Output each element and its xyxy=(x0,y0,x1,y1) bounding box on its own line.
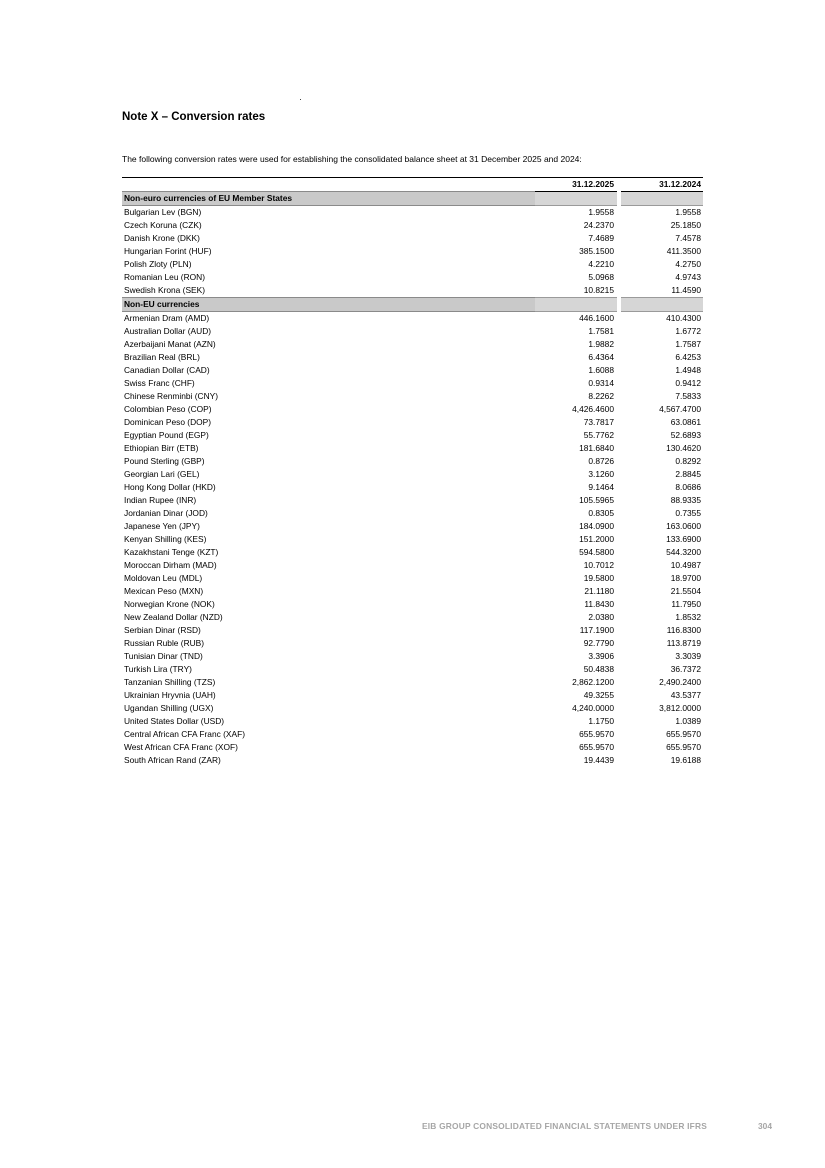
currency-name: Kazakhstani Tenge (KZT) xyxy=(124,547,219,557)
currency-name: Swiss Franc (CHF) xyxy=(124,378,195,388)
conversion-rates-table xyxy=(122,177,703,767)
table-row xyxy=(122,364,703,377)
table-row xyxy=(122,455,703,468)
table-row xyxy=(122,494,703,507)
rate-2024: 1.7587 xyxy=(675,339,701,349)
section-header-row xyxy=(122,298,703,312)
rate-2025: 4,240.0000 xyxy=(572,703,614,713)
table-row xyxy=(122,598,703,611)
rate-2025: 117.1900 xyxy=(579,625,614,635)
currency-name: Georgian Lari (GEL) xyxy=(124,469,200,479)
currency-name: Central African CFA Franc (XAF) xyxy=(124,729,246,739)
rate-2025: 0.8726 xyxy=(588,456,614,466)
table-row xyxy=(122,390,703,403)
stray-mark xyxy=(300,99,301,100)
currency-name: Azerbaijani Manat (AZN) xyxy=(124,339,216,349)
rate-2024: 544.3200 xyxy=(666,547,701,557)
rate-2024: 0.7355 xyxy=(675,508,701,518)
rate-2025: 105.5965 xyxy=(579,495,614,505)
rate-2025: 3.1260 xyxy=(588,469,614,479)
rate-2025: 7.4689 xyxy=(588,233,614,243)
table-row xyxy=(122,258,703,271)
rate-2025: 8.2262 xyxy=(588,391,614,401)
rate-2025: 2,862.1200 xyxy=(572,677,614,687)
rate-2024: 21.5504 xyxy=(670,586,701,596)
currency-name: Chinese Renminbi (CNY) xyxy=(124,391,219,401)
rate-2025: 1.9558 xyxy=(588,207,614,217)
table-row xyxy=(122,572,703,585)
rate-2024: 4.9743 xyxy=(675,272,701,282)
currency-name: Ukrainian Hryvnia (UAH) xyxy=(124,690,216,700)
footer-text: EIB GROUP CONSOLIDATED FINANCIAL STATEMENTS UNDER IFRS xyxy=(421,1121,707,1131)
currency-name: Romanian Leu (RON) xyxy=(124,272,205,282)
table-row xyxy=(122,689,703,702)
currency-name: Pound Sterling (GBP) xyxy=(124,456,205,466)
currency-name: Colombian Peso (COP) xyxy=(124,404,212,414)
rate-2024: 25.1850 xyxy=(670,220,701,230)
page-title: Note X – Conversion rates xyxy=(122,111,266,123)
table-row xyxy=(122,232,703,245)
table-row xyxy=(122,468,703,481)
rate-2024: 0.9412 xyxy=(675,378,701,388)
rate-2024: 36.7372 xyxy=(670,664,701,674)
rate-2024: 2,490.2400 xyxy=(659,677,701,687)
rate-2024: 410.4300 xyxy=(666,313,701,323)
currency-name: Turkish Lira (TRY) xyxy=(124,664,192,674)
table-row xyxy=(122,754,703,767)
rate-2024: 1.9558 xyxy=(675,207,701,217)
page-number: 304 xyxy=(758,1121,772,1131)
rate-2025: 0.9314 xyxy=(588,378,614,388)
table-row xyxy=(122,546,703,559)
currency-name: Mexican Peso (MXN) xyxy=(124,586,204,596)
currency-name: Australian Dollar (AUD) xyxy=(124,326,212,336)
rate-2024: 113.8719 xyxy=(666,638,701,648)
rate-2024: 116.8300 xyxy=(666,625,701,635)
rate-2025: 4.2210 xyxy=(588,259,614,269)
table-row xyxy=(122,271,703,284)
rate-2025: 55.7762 xyxy=(583,430,614,440)
table-header-row xyxy=(122,178,703,192)
table-row xyxy=(122,442,703,455)
rate-2025: 21.1180 xyxy=(584,586,614,596)
rate-2025: 19.4439 xyxy=(583,755,614,765)
currency-name: West African CFA Franc (XOF) xyxy=(124,742,238,752)
table-row xyxy=(122,206,703,220)
rate-2024: 63.0861 xyxy=(670,417,701,427)
table-row xyxy=(122,312,703,326)
table-row xyxy=(122,663,703,676)
rate-2025: 184.0900 xyxy=(579,521,614,531)
table-row xyxy=(122,403,703,416)
rate-2025: 11.8430 xyxy=(584,599,614,609)
currency-name: Russian Ruble (RUB) xyxy=(124,638,205,648)
rate-2024: 1.6772 xyxy=(675,326,701,336)
currency-name: Brazilian Real (BRL) xyxy=(124,352,200,362)
currency-name: Tanzanian Shilling (TZS) xyxy=(124,677,216,687)
currency-name: Ugandan Shilling (UGX) xyxy=(124,703,214,713)
rate-2024: 19.6188 xyxy=(670,755,701,765)
table-row xyxy=(122,377,703,390)
rate-2025: 1.1750 xyxy=(588,716,614,726)
rate-2025: 73.7817 xyxy=(583,417,614,427)
rate-2024: 18.9700 xyxy=(670,573,701,583)
table-row xyxy=(122,219,703,232)
section-fill-2024 xyxy=(621,298,703,312)
rate-2024: 52.6893 xyxy=(670,430,701,440)
rate-2025: 655.9570 xyxy=(579,742,614,752)
currency-name: Polish Zloty (PLN) xyxy=(124,259,192,269)
rate-2024: 655.9570 xyxy=(666,729,701,739)
rate-2025: 19.5800 xyxy=(583,573,614,583)
rate-2025: 6.4364 xyxy=(588,352,614,362)
rate-2025: 446.1600 xyxy=(579,313,614,323)
table-row xyxy=(122,325,703,338)
currency-name: Hong Kong Dollar (HKD) xyxy=(124,482,216,492)
rate-2024: 6.4253 xyxy=(675,352,701,362)
rate-2025: 2.0380 xyxy=(588,612,614,622)
rate-2025: 4,426.4600 xyxy=(572,404,614,414)
table-row xyxy=(122,481,703,494)
section-title: Non-EU currencies xyxy=(122,298,535,312)
currency-name: Dominican Peso (DOP) xyxy=(124,417,212,427)
section-fill-2024 xyxy=(621,192,703,206)
rate-2024: 11.7950 xyxy=(671,599,701,609)
rate-2024: 4.2750 xyxy=(675,259,701,269)
rate-2025: 49.3255 xyxy=(583,690,614,700)
currency-name: Danish Krone (DKK) xyxy=(124,233,200,243)
table-row xyxy=(122,245,703,258)
section-header-row xyxy=(122,192,703,206)
currency-name: New Zealand Dollar (NZD) xyxy=(124,612,223,622)
table-row xyxy=(122,429,703,442)
rate-2024: 7.4578 xyxy=(675,233,701,243)
rate-2024: 88.9335 xyxy=(670,495,701,505)
rate-2025: 1.9882 xyxy=(588,339,614,349)
rate-2024: 4,567.4700 xyxy=(659,404,701,414)
currency-name: Japanese Yen (JPY) xyxy=(124,521,200,531)
rate-2025: 1.6088 xyxy=(588,365,614,375)
currency-name: Tunisian Dinar (TND) xyxy=(124,651,203,661)
table-row xyxy=(122,715,703,728)
table-row xyxy=(122,611,703,624)
table-row xyxy=(122,520,703,533)
currency-name: Norwegian Krone (NOK) xyxy=(124,599,215,609)
table-row xyxy=(122,507,703,520)
rate-2024: 2.8845 xyxy=(675,469,701,479)
section-title: Non-euro currencies of EU Member States xyxy=(122,192,535,206)
currency-name: Armenian Dram (AMD) xyxy=(124,313,210,323)
currency-name: United States Dollar (USD) xyxy=(124,716,225,726)
table-row xyxy=(122,676,703,689)
currency-name: Egyptian Pound (EGP) xyxy=(124,430,209,440)
rate-2025: 92.7790 xyxy=(583,638,614,648)
currency-name: Ethiopian Birr (ETB) xyxy=(124,443,199,453)
rate-2024: 7.5833 xyxy=(675,391,701,401)
rate-2024: 1.4948 xyxy=(675,365,701,375)
conversion-rates-body xyxy=(122,178,703,768)
rate-2024: 10.4987 xyxy=(670,560,701,570)
rate-2025: 151.2000 xyxy=(579,534,614,544)
rate-2024: 411.3500 xyxy=(666,246,701,256)
currency-name: South African Rand (ZAR) xyxy=(124,755,221,765)
rate-2024: 1.8532 xyxy=(675,612,701,622)
rate-2024: 655.9570 xyxy=(666,742,701,752)
rate-2025: 9.1464 xyxy=(588,482,614,492)
table-row xyxy=(122,559,703,572)
rate-2024: 1.0389 xyxy=(675,716,701,726)
rate-2024: 11.4590 xyxy=(671,285,701,295)
currency-name: Swedish Krona (SEK) xyxy=(124,285,205,295)
table-row xyxy=(122,702,703,715)
rate-2024: 43.5377 xyxy=(670,690,701,700)
rate-2025: 385.1500 xyxy=(579,246,614,256)
header-blank-cell xyxy=(122,178,535,192)
rate-2025: 594.5800 xyxy=(579,547,614,557)
rate-2024: 8.0686 xyxy=(675,482,701,492)
rate-2024: 3.3039 xyxy=(675,651,701,661)
table-row xyxy=(122,624,703,637)
section-fill-2025 xyxy=(535,298,617,312)
currency-name: Canadian Dollar (CAD) xyxy=(124,365,210,375)
table-row xyxy=(122,416,703,429)
table-row xyxy=(122,741,703,754)
rate-2025: 1.7581 xyxy=(588,326,614,336)
rate-2024: 163.0600 xyxy=(666,521,701,531)
currency-name: Moldovan Leu (MDL) xyxy=(124,573,203,583)
table-row xyxy=(122,585,703,598)
table-row xyxy=(122,728,703,741)
column-header-2024: 31.12.2024 xyxy=(621,178,703,192)
rate-2025: 5.0968 xyxy=(588,272,614,282)
rate-2025: 10.8215 xyxy=(583,285,614,295)
rate-2024: 0.8292 xyxy=(675,456,701,466)
rate-2025: 50.4838 xyxy=(583,664,614,674)
table-row xyxy=(122,284,703,298)
table-row xyxy=(122,351,703,364)
rate-2024: 133.6900 xyxy=(666,534,701,544)
rate-2025: 10.7012 xyxy=(583,560,614,570)
table-row xyxy=(122,637,703,650)
currency-name: Indian Rupee (INR) xyxy=(124,495,197,505)
table-row xyxy=(122,650,703,663)
rate-2025: 181.6840 xyxy=(579,443,614,453)
rate-2025: 24.2370 xyxy=(583,220,614,230)
rate-2024: 3,812.0000 xyxy=(659,703,701,713)
table-row xyxy=(122,338,703,351)
column-header-2025: 31.12.2025 xyxy=(535,178,617,192)
currency-name: Jordanian Dinar (JOD) xyxy=(124,508,208,518)
currency-name: Moroccan Dirham (MAD) xyxy=(124,560,217,570)
rate-2025: 655.9570 xyxy=(579,729,614,739)
currency-name: Bulgarian Lev (BGN) xyxy=(124,207,202,217)
section-fill-2025 xyxy=(535,192,617,206)
currency-name: Serbian Dinar (RSD) xyxy=(124,625,201,635)
rate-2024: 130.4620 xyxy=(666,443,701,453)
table-row xyxy=(122,533,703,546)
currency-name: Czech Koruna (CZK) xyxy=(124,220,202,230)
currency-name: Hungarian Forint (HUF) xyxy=(124,246,212,256)
intro-text: The following conversion rates were used for establishing the consolidated balance sheet at 31 December 2025 and 2024: xyxy=(122,154,582,164)
rate-2025: 3.3906 xyxy=(588,651,614,661)
rate-2025: 0.8305 xyxy=(588,508,614,518)
currency-name: Kenyan Shilling (KES) xyxy=(124,534,207,544)
